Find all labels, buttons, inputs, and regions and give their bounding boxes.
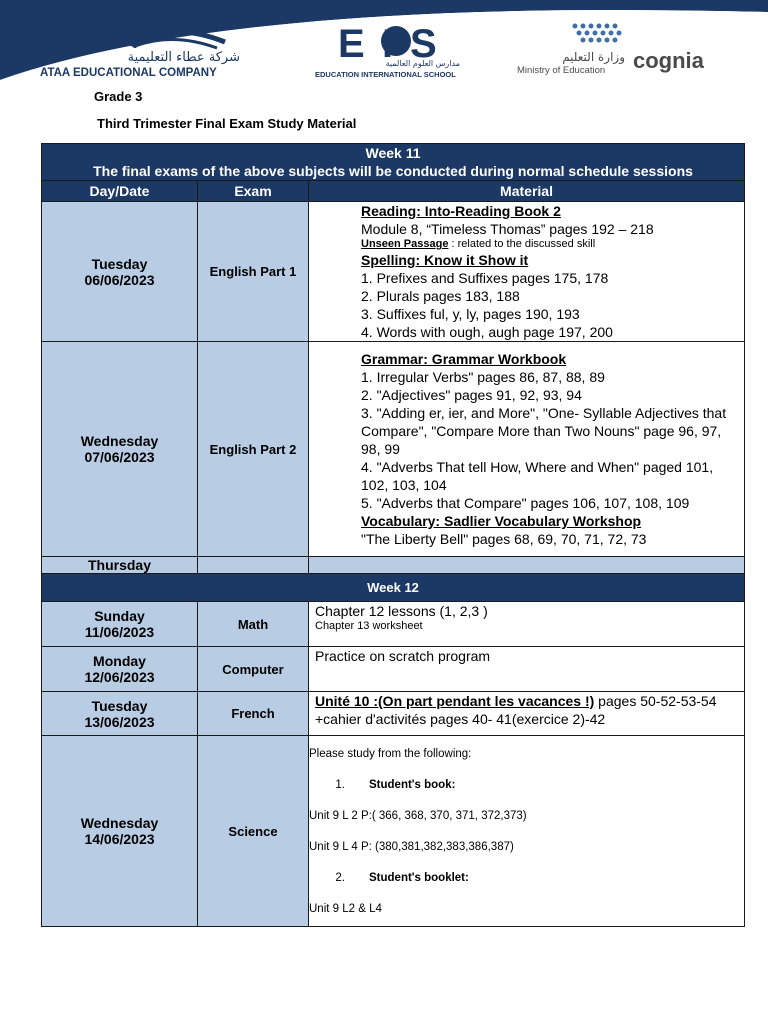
material-line: pages 50-52-53-54 +cahier d'activités pages 40- 41(exercice 2)-42 — [315, 693, 717, 727]
svg-text:وزارة التعليم: وزارة التعليم — [562, 50, 625, 64]
ataa-logo — [35, 12, 245, 82]
day-cell: Thursday — [42, 557, 198, 574]
list-number: 1. — [335, 778, 345, 791]
exam-cell: Computer — [198, 647, 309, 692]
svg-text:I: I — [382, 22, 394, 66]
day-name: Tuesday — [91, 697, 148, 714]
week11-banner-row — [42, 144, 745, 181]
table-row — [42, 557, 745, 574]
material-cell — [309, 736, 745, 927]
col-header-exam: Exam — [198, 181, 309, 202]
svg-text:مدارس العلوم العالمية: مدارس العلوم العالمية — [385, 59, 460, 68]
material-line: Unit 9 L 2 P:( 366, 368, 370, 371, 372,373) — [309, 809, 527, 822]
day-cell — [42, 202, 198, 342]
material-line: 3. "Adding er, ier, and More", "One- Syllable Adjectives that Compare", "Compare More than Two Nouns" page 96, 97, 98, 99 — [361, 405, 727, 457]
grade-label: Grade 3 — [94, 89, 143, 104]
exam-cell: French — [198, 692, 309, 736]
material-line: 3. Suffixes ful, y, ly, pages 190, 193 — [361, 306, 580, 322]
day-date: 14/06/2023 — [84, 831, 155, 847]
svg-text:Ministry of Education: Ministry of Education — [517, 65, 606, 76]
week11-banner — [42, 144, 745, 181]
material-line: 1. Prefixes and Suffixes pages 175, 178 — [361, 270, 609, 286]
table-row — [42, 602, 745, 647]
svg-text:EDUCATION INTERNATIONAL SCHOOL: EDUCATION INTERNATIONAL SCHOOL — [315, 70, 456, 79]
svg-text:شركة عطاء التعليمية: شركة عطاء التعليمية — [127, 50, 240, 65]
french-unit-title: Unité 10 :(On part pendant les vacances !) — [315, 693, 595, 709]
week11-title: Week 11 — [365, 145, 421, 161]
day-date: 06/06/2023 — [84, 271, 155, 288]
moe-dots-icon — [515, 18, 750, 78]
day-name: Tuesday — [91, 255, 148, 272]
unseen-passage-text: : related to the discussed skill — [448, 238, 596, 250]
week12-banner-row — [42, 574, 745, 602]
moe-cognia-logos — [515, 18, 750, 78]
material-cell — [309, 202, 745, 342]
day-date: 13/06/2023 — [84, 713, 155, 730]
exam-cell: English Part 1 — [198, 202, 309, 342]
svg-text:S: S — [410, 22, 437, 66]
vocabulary-heading: Vocabulary: Sadlier Vocabulary Workshop — [361, 513, 642, 529]
list-number: 2. — [335, 871, 345, 884]
week11-note: The final exams of the above subjects will be conducted during normal schedule sessions — [93, 163, 693, 179]
day-date: 07/06/2023 — [84, 449, 155, 465]
day-name: Sunday — [94, 608, 145, 624]
list-heading: Student's book: — [369, 778, 456, 791]
table-row — [42, 202, 745, 342]
document-subtitle: Third Trimester Final Exam Study Material — [97, 116, 357, 131]
table-row — [42, 692, 745, 736]
unseen-passage-label: Unseen Passage — [361, 238, 449, 250]
exam-cell — [198, 557, 309, 574]
day-cell — [42, 736, 198, 927]
material-cell — [309, 692, 745, 736]
material-line: 5. "Adverbs that Compare" pages 106, 107, 108, 109 — [361, 495, 690, 511]
material-line: 1. Irregular Verbs" pages 86, 87, 88, 89 — [361, 369, 605, 385]
svg-text:E: E — [338, 22, 365, 66]
material-line: Chapter 12 lessons (1, 2,3 ) — [315, 603, 488, 619]
svg-text:ATAA EDUCATIONAL COMPANY: ATAA EDUCATIONAL COMPANY — [40, 67, 217, 79]
exam-cell: Science — [198, 736, 309, 927]
ataa-book-icon — [35, 12, 245, 82]
spelling-heading: Spelling: Know it Show it — [361, 252, 529, 268]
material-line: Chapter 13 worksheet — [315, 620, 423, 632]
material-line: Unit 9 L2 & L4 — [309, 902, 382, 915]
exam-cell: Math — [198, 602, 309, 647]
table-row — [42, 736, 745, 927]
day-cell — [42, 692, 198, 736]
column-header-row — [42, 181, 745, 202]
day-name: Wednesday — [80, 815, 159, 831]
material-line: 4. "Adverbs That tell How, Where and When" paged 101, 102, 103, 104 — [361, 459, 714, 493]
eis-logo — [310, 15, 470, 80]
day-cell — [42, 342, 198, 557]
material-cell — [309, 557, 745, 574]
material-line: 2. "Adjectives" pages 91, 92, 93, 94 — [361, 387, 582, 403]
day-cell — [42, 647, 198, 692]
day-name: Wednesday — [80, 433, 159, 449]
exam-cell: English Part 2 — [198, 342, 309, 557]
col-header-day: Day/Date — [42, 181, 198, 202]
day-name: Monday — [93, 653, 146, 669]
material-line: Module 8, “Timeless Thomas” pages 192 – 218 — [361, 221, 654, 237]
eis-logo-mark — [310, 15, 470, 80]
col-header-material: Material — [309, 181, 745, 202]
material-line: Unit 9 L 4 P: (380,381,382,383,386,387) — [309, 840, 514, 853]
svg-text:cognia: cognia — [633, 48, 704, 73]
week12-title: Week 12 — [42, 574, 745, 602]
material-cell — [309, 602, 745, 647]
material-cell — [309, 647, 745, 692]
grammar-heading: Grammar: Grammar Workbook — [361, 351, 567, 367]
table-row — [42, 342, 745, 557]
material-line: Please study from the following: — [309, 747, 472, 760]
material-line: "The Liberty Bell" pages 68, 69, 70, 71, 72, 73 — [361, 531, 647, 547]
material-line: 4. Words with ough, augh page 197, 200 — [361, 324, 613, 340]
day-cell — [42, 602, 198, 647]
reading-heading: Reading: Into-Reading Book 2 — [361, 203, 561, 219]
day-date: 12/06/2023 — [84, 669, 155, 685]
list-heading: Student's booklet: — [369, 871, 469, 884]
day-date: 11/06/2023 — [84, 624, 155, 640]
table-row — [42, 647, 745, 692]
material-line: Practice on scratch program — [315, 648, 491, 664]
schedule-table — [41, 143, 745, 927]
material-line: 2. Plurals pages 183, 188 — [361, 288, 520, 304]
material-cell — [309, 342, 745, 557]
